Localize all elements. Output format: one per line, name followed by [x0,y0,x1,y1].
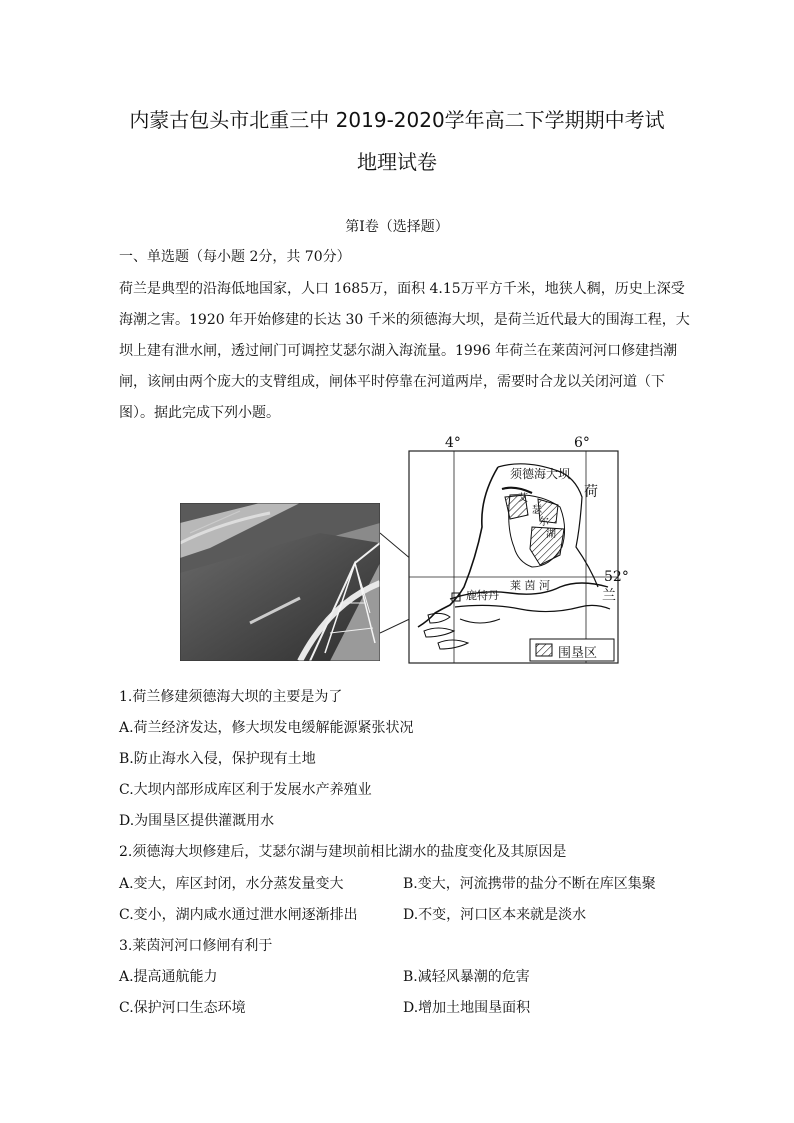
part-heading: 第Ⅰ卷（选择题） [345,219,449,235]
passage-line: 荷兰是典型的沿海低地国家，人口 1685万，面积 4.15万平方千米，地狭人稠，历史上深受 [119,281,685,297]
passage [119,274,690,429]
latitude-52-label: 52° [604,569,629,585]
passage-line: 海潮之害。1920 年开始修建的长达 30 千米的须德海大坝，是荷兰近代最大的围海工程，大 [119,312,690,328]
exam-title-line1: 内蒙古包头市北重三中 2019-2020学年高二下学期期中考试 [129,108,665,132]
question-1-stem: 1.荷兰修建须德海大坝的主要是为了 [119,689,343,705]
question-3-option-b: B.减轻风暴潮的危害 [403,969,530,985]
figure [180,435,629,665]
lake-label-1: 艾 [518,493,528,504]
question-2-stem: 2.须德海大坝修建后，艾瑟尔湖与建坝前相比湖水的盐度变化及其原因是 [119,844,567,860]
question-2-option-c: C.变小，湖内咸水通过泄水闸逐渐排出 [119,907,358,923]
question-2-option-a: A.变大，库区封闭，水分蒸发量变大 [119,876,344,892]
longitude-4-label: 4° [445,435,461,451]
question-3-stem: 3.莱茵河河口修闸有利于 [119,938,273,954]
section-heading: 一、单选题（每小题 2分，共 70分） [119,249,351,265]
dam-label: 须德海大坝 [510,467,571,481]
lake-label-3: 尔 [539,517,549,528]
question-1-option-d: D.为围垦区提供灌溉用水 [119,813,275,829]
lake-label-2: 瑟 [532,505,542,516]
passage-line: 图）。据此完成下列小题。 [119,405,280,421]
question-2-option-d: D.不变，河口区本来就是淡水 [403,907,587,923]
city-label: 鹿特丹 [466,589,499,602]
exam-title-line2: 地理试卷 [357,150,437,174]
question-2-option-b: B.变大，河流携带的盐分不断在库区集聚 [403,876,656,892]
question-3-option-a: A.提高通航能力 [119,969,218,985]
passage-line: 闸，该闸由两个庞大的支臂组成，闸体平时停靠在河道两岸，需要时合龙以关闭河道（下 [119,374,665,390]
passage-line: 坝上建有泄水闸，透过闸门可调控艾瑟尔湖入海流量。1996 年荷兰在莱茵河河口修建挡潮 [119,343,678,359]
river-label: 莱 茵 河 [510,579,550,592]
longitude-6-label: 6° [574,435,590,451]
lake-label-4: 湖 [546,529,556,540]
legend-label: 围垦区 [558,646,598,661]
question-3-option-d: D.增加土地围垦面积 [403,1000,531,1016]
country-label-1: 荷 [584,484,598,500]
question-1-option-c: C.大坝内部形成库区利于发展水产养殖业 [119,782,372,798]
question-3-option-c: C.保护河口生态环境 [119,1000,246,1016]
country-label-2: 兰 [602,588,616,604]
question-1-option-b: B.防止海水入侵，保护现有土地 [119,751,316,767]
question-1-option-a: A.荷兰经济发达，修大坝发电缓解能源紧张状况 [119,720,414,736]
